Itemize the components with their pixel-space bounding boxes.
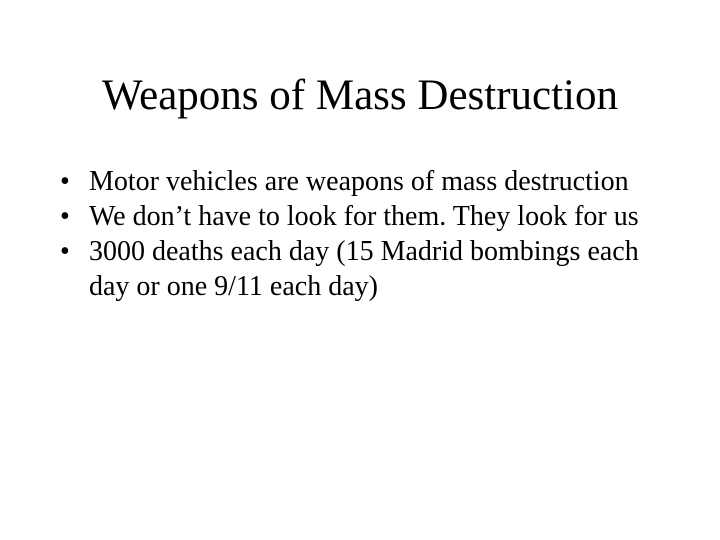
bullet-item-motor-vehicles [60,164,670,199]
bullet-item-deaths-per-day [60,234,670,304]
bullet-list [60,164,670,304]
bullet-icon: • [60,236,70,267]
slide-title: Weapons of Mass Destruction [101,72,619,119]
bullet-text: 3000 deaths each day (15 Madrid bombings each day or one 9/11 each day) [89,236,639,302]
bullet-icon: • [60,201,70,232]
bullet-item-look-for-us [60,199,670,234]
bullet-text: We don’t have to look for them. They look for us [89,201,639,232]
bullet-icon: • [60,166,70,197]
bullet-text: Motor vehicles are weapons of mass destruction [89,166,629,197]
